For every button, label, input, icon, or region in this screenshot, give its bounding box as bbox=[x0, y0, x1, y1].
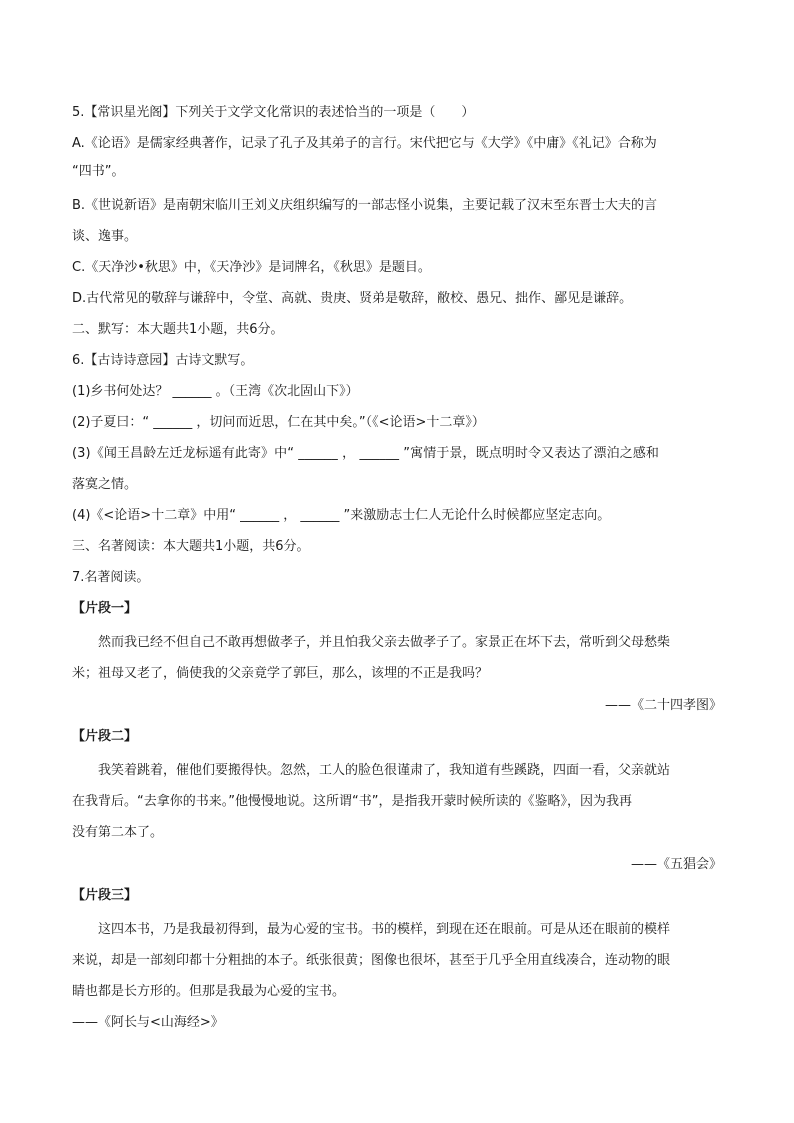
q5-option-b-line1: B.《世说新语》是南朝宋临川王刘义庆组织编写的一部志怪小说集，主要记载了汉末至东晋士大夫的言 bbox=[72, 198, 658, 213]
fragment-3-line1: 这四本书，乃是我最初得到，最为心爱的宝书。书的模样，到现在还在眼前。可是从还在眼前的模样 bbox=[98, 922, 671, 937]
q6-item-4: (4)《<论语>十二章》中用“ ______ ， ______ ”来激励志士仁人无论什么时候都应坚定志向。 bbox=[72, 508, 611, 523]
q5-option-a-line2: “四书”。 bbox=[72, 164, 125, 179]
q6-item-1: (1)乡书何处达？ ______ 。（王湾《次北固山下》） bbox=[72, 384, 359, 399]
fragment-3-line2: 来说，却是一部刻印都十分粗拙的本子。纸张很黄；图像也很坏，甚至于几乎全用直线凑合，连动物的眼 bbox=[72, 953, 671, 968]
fragment-2-line3: 没有第二本了。 bbox=[72, 825, 164, 840]
fragment-1-source: ——《二十四孝图》 bbox=[604, 698, 722, 713]
fragment-1-label: 【片段一】 bbox=[72, 601, 138, 616]
q7-stem: 7.名著阅读。 bbox=[72, 570, 150, 585]
q6-item-2: (2)子夏曰：“ ______ ，切问而近思，仁在其中矣。”（《<论语>十二章》） bbox=[72, 415, 485, 430]
fragment-1-line2: 米；祖母又老了，倘使我的父亲竟学了郭巨，那么，该埋的不正是我吗？ bbox=[72, 666, 489, 681]
q5-option-d: D.古代常见的敬辞与谦辞中，令堂、高就、贵庚、贤弟是敬辞，敝校、愚兄、拙作、鄙见是谦辞。 bbox=[72, 291, 633, 306]
q5-option-a-line1: A.《论语》是儒家经典著作，记录了孔子及其弟子的言行。宋代把它与《大学》《中庸》《礼记》合称为 bbox=[72, 136, 657, 151]
fragment-2-label: 【片段二】 bbox=[72, 729, 138, 744]
q6-item-3-line2: 落寞之情。 bbox=[72, 477, 138, 492]
section3-heading: 三、名著阅读：本大题共1小题，共6分。 bbox=[72, 539, 310, 554]
q6-stem: 6.【古诗诗意园】古诗文默写。 bbox=[72, 353, 254, 368]
fragment-2-source: ——《五猖会》 bbox=[630, 857, 722, 872]
fragment-1-line1: 然而我已经不但自己不敢再想做孝子，并且怕我父亲去做孝子了。家景正在坏下去，常听到父母愁柴 bbox=[98, 635, 671, 650]
fragment-3-line3: 睛也都是长方形的。但那是我最为心爱的宝书。 bbox=[72, 984, 346, 999]
fragment-3-source: ——《阿长与<山海经>》 bbox=[72, 1015, 224, 1030]
section2-heading: 二、默写：本大题共1小题，共6分。 bbox=[72, 322, 284, 337]
q5-option-c: C.《天净沙•秋思》中，《天净沙》是词牌名，《秋思》是题目。 bbox=[72, 260, 431, 275]
q5-option-b-line2: 谈、逸事。 bbox=[72, 229, 138, 244]
q5-stem: 5.【常识星光阁】下列关于文学文化常识的表述恰当的一项是（ ） bbox=[72, 105, 475, 120]
fragment-2-line2: 在我背后。“去拿你的书来。”他慢慢地说。这所谓“书”，是指我开蒙时候所读的《鉴略》，因为我再 bbox=[72, 794, 632, 809]
q6-item-3-line1: (3)《闻王昌龄左迁龙标遥有此寄》中“ ______ ， ______ ”寓情于景，既点明时令又表达了漂泊之感和 bbox=[72, 446, 660, 461]
fragment-3-label: 【片段三】 bbox=[72, 888, 138, 903]
fragment-2-line1: 我笑着跳着，催他们要搬得快。忽然，工人的脸色很谨肃了，我知道有些蹊跷，四面一看，父亲就站 bbox=[98, 763, 671, 778]
